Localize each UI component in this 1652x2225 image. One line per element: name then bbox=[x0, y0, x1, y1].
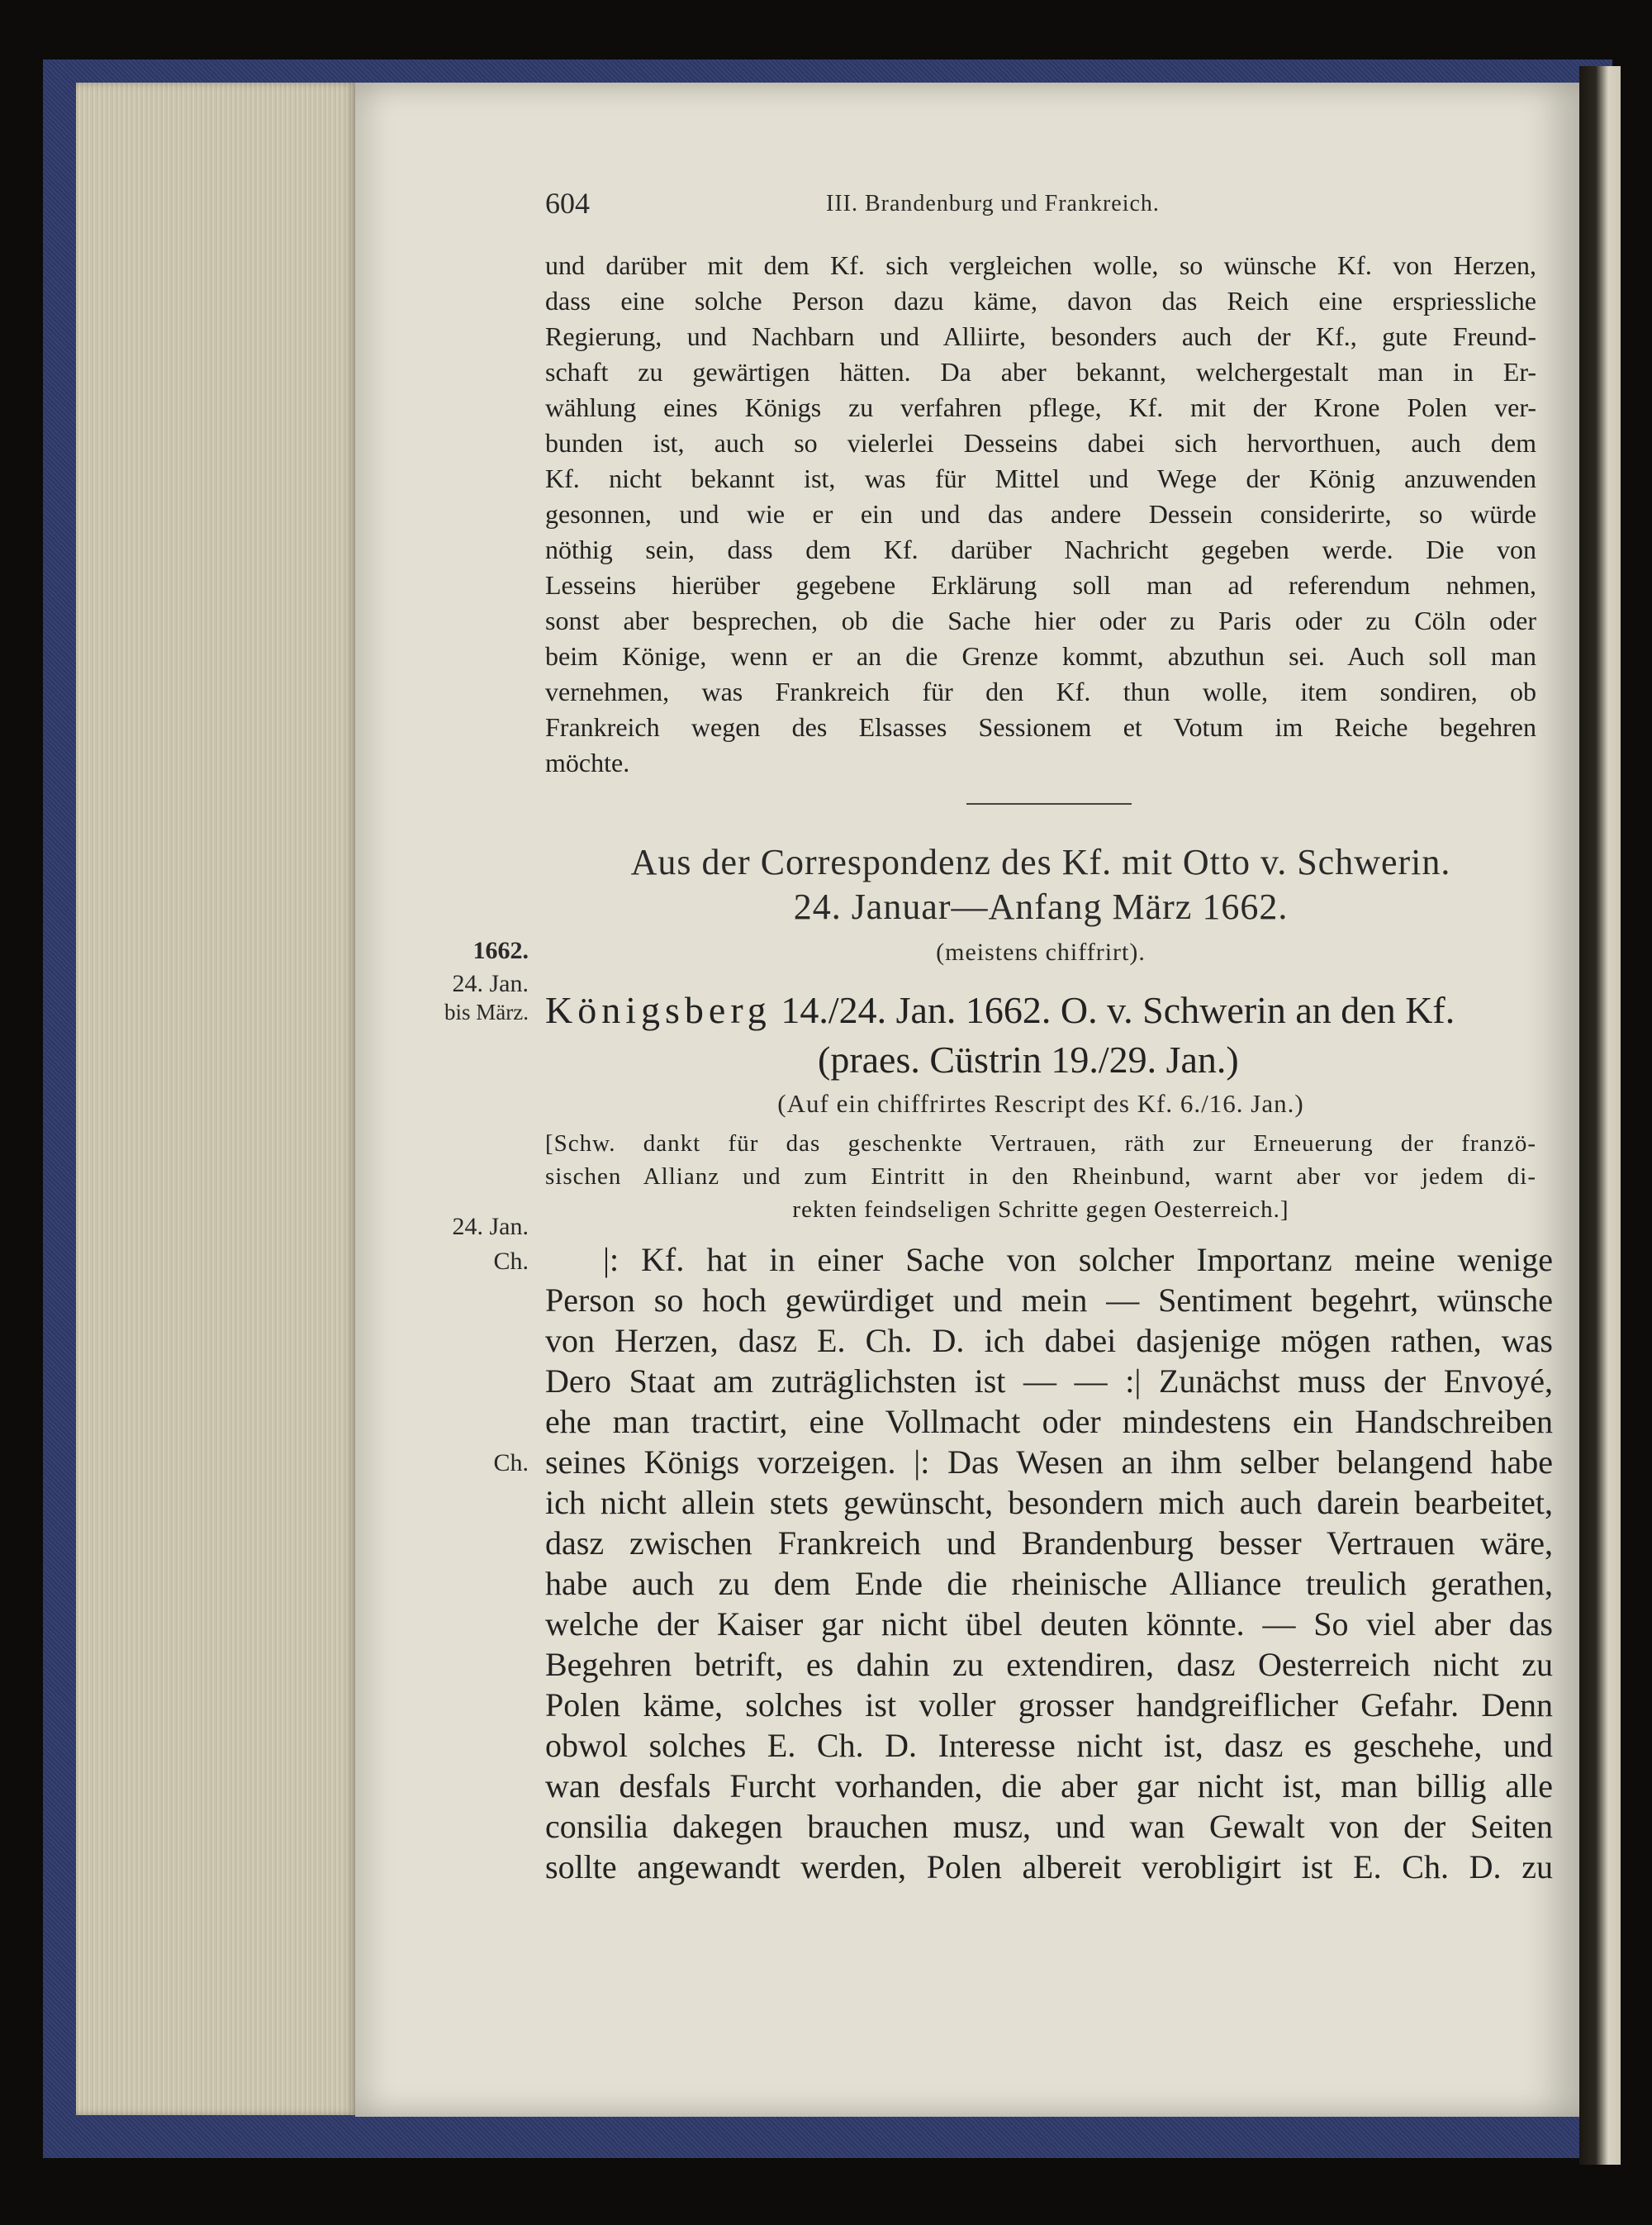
text-line: Regierung, und Nachbarn und Alliirte, besonders auch der Kf., gute Freund- bbox=[545, 321, 1536, 351]
letter-line: sollte angewandt werden, Polen albereit verobligirt ist E. Ch. D. zu bbox=[545, 1848, 1553, 1885]
page-number: 604 bbox=[545, 187, 590, 220]
letter-line: |: Kf. hat in einer Sache von solcher Importanz meine wenige bbox=[603, 1241, 1553, 1278]
letter-body bbox=[545, 1239, 1553, 1887]
text-line: möchte. bbox=[545, 748, 630, 777]
section-divider bbox=[966, 803, 1132, 805]
margin-date: 24. Jan. bbox=[452, 1213, 529, 1240]
section-note: (meistens chiffrirt). bbox=[936, 939, 1146, 966]
letter-line: Begehren betrift, es dahin zu extendiren, dasz Oesterreich nicht zu bbox=[545, 1646, 1553, 1683]
letter-line: dasz zwischen Frankreich und Brandenburg besser Vertrauen wäre, bbox=[545, 1524, 1553, 1562]
letter-line: Person so hoch gewürdiget und mein — Sentiment begehrt, wünsche bbox=[545, 1281, 1553, 1319]
section-subtitle: 24. Januar—Anfang März 1662. bbox=[793, 887, 1289, 927]
text-line: gesonnen, und wie er ein und das andere Dessein considerirte, so würde bbox=[545, 499, 1536, 529]
letter-line: von Herzen, dasz E. Ch. D. ich dabei dasjenige mögen rathen, was bbox=[545, 1322, 1553, 1359]
text-line: bunden ist, auch so vielerlei Desseins dabei sich hervorthuen, auch dem bbox=[545, 428, 1536, 458]
text-line: Kf. nicht bekannt ist, was für Mittel und Wege der König anzuwenden bbox=[545, 464, 1536, 493]
margin-cipher-note: Ch. bbox=[493, 1449, 529, 1476]
letter-line: seines Königs vorzeigen. |: Das Wesen an ihm selber belangend habe bbox=[545, 1443, 1553, 1481]
body-paragraph bbox=[545, 248, 1536, 781]
margin-year: 1662. bbox=[472, 937, 529, 964]
summary-line: sischen Allianz und zum Eintritt in den Rheinbund, warnt aber vor jedem di- bbox=[545, 1163, 1536, 1190]
letter-summary bbox=[545, 1127, 1536, 1226]
letter-line: Dero Staat am zuträglichsten ist — — :| Zunächst muss der Envoyé, bbox=[545, 1362, 1553, 1400]
margin-cipher-note: Ch. bbox=[493, 1248, 529, 1275]
text-line: dass eine solche Person dazu käme, davon das Reich eine erspriessliche bbox=[545, 286, 1536, 316]
letter-line: obwol solches E. Ch. D. Interesse nicht ist, dasz es geschehe, und bbox=[545, 1727, 1553, 1764]
letter-place: Königsberg bbox=[545, 989, 771, 1031]
letter-line: wan desfals Furcht vorhanden, die aber gar nicht ist, man billig alle bbox=[545, 1767, 1553, 1804]
letter-line: ich nicht allein stets gewünscht, besondern mich auch darein bearbeitet, bbox=[545, 1484, 1553, 1521]
summary-line: rekten feindseligen Schritte gegen Oesterreich.] bbox=[792, 1196, 1289, 1223]
letter-line: ehe man tractirt, eine Vollmacht oder mindestens ein Handschreiben bbox=[545, 1403, 1553, 1440]
text-line: vernehmen, was Frankreich für den Kf. thun wolle, item sondiren, ob bbox=[545, 677, 1536, 706]
letter-line: consilia dakegen brauchen musz, und wan Gewalt von der Seiten bbox=[545, 1808, 1553, 1845]
letter-heading-rest: 14./24. Jan. 1662. O. v. Schwerin an den Kf. bbox=[771, 989, 1455, 1031]
text-line: sonst aber besprechen, ob die Sache hier oder zu Paris oder zu Cöln oder bbox=[545, 606, 1536, 635]
margin-date-range-end: bis März. bbox=[444, 1000, 529, 1025]
letter-line: Polen käme, solches ist voller grosser handgreiflicher Gefahr. Denn bbox=[545, 1686, 1553, 1723]
text-line: beim Könige, wenn er an die Grenze kommt, abzuthun sei. Auch soll man bbox=[545, 641, 1536, 671]
text-line: und darüber mit dem Kf. sich vergleichen wolle, so wünsche Kf. von Herzen, bbox=[545, 250, 1536, 280]
section-title: Aus der Correspondenz des Kf. mit Otto v. Schwerin. bbox=[630, 842, 1451, 882]
summary-line: [Schw. dankt für das geschenkte Vertrauen, räth zur Erneuerung der franzö- bbox=[545, 1130, 1536, 1157]
letter-line: habe auch zu dem Ende die rheinische Alliance treulich gerathen, bbox=[545, 1565, 1553, 1602]
letter-heading bbox=[545, 988, 1553, 1032]
letter-heading-line2: (praes. Cüstrin 19./29. Jan.) bbox=[818, 1039, 1239, 1081]
letter-line: welche der Kaiser gar nicht übel deuten könnte. — So viel aber das bbox=[545, 1605, 1553, 1643]
text-line: schaft zu gewärtigen hätten. Da aber bekannt, welchergestalt man in Er- bbox=[545, 357, 1536, 387]
text-line: Frankreich wegen des Elsasses Sessionem et Votum im Reiche begehren bbox=[545, 712, 1536, 742]
page-edges bbox=[76, 83, 357, 2115]
text-line: wählung eines Königs zu verfahren pflege, Kf. mit der Krone Polen ver- bbox=[545, 392, 1536, 422]
letter-reference: (Auf ein chiffrirtes Rescript des Kf. 6./16. Jan.) bbox=[777, 1089, 1304, 1118]
text-line: Lesseins hierüber gegebene Erklärung soll man ad referendum nehmen, bbox=[545, 570, 1536, 600]
text-line: nöthig sein, dass dem Kf. darüber Nachricht gegeben werde. Die von bbox=[545, 535, 1536, 564]
running-head: III. Brandenburg und Frankreich. bbox=[826, 191, 1160, 216]
book-gutter bbox=[1579, 66, 1621, 2165]
margin-date-range-start: 24. Jan. bbox=[452, 970, 529, 997]
